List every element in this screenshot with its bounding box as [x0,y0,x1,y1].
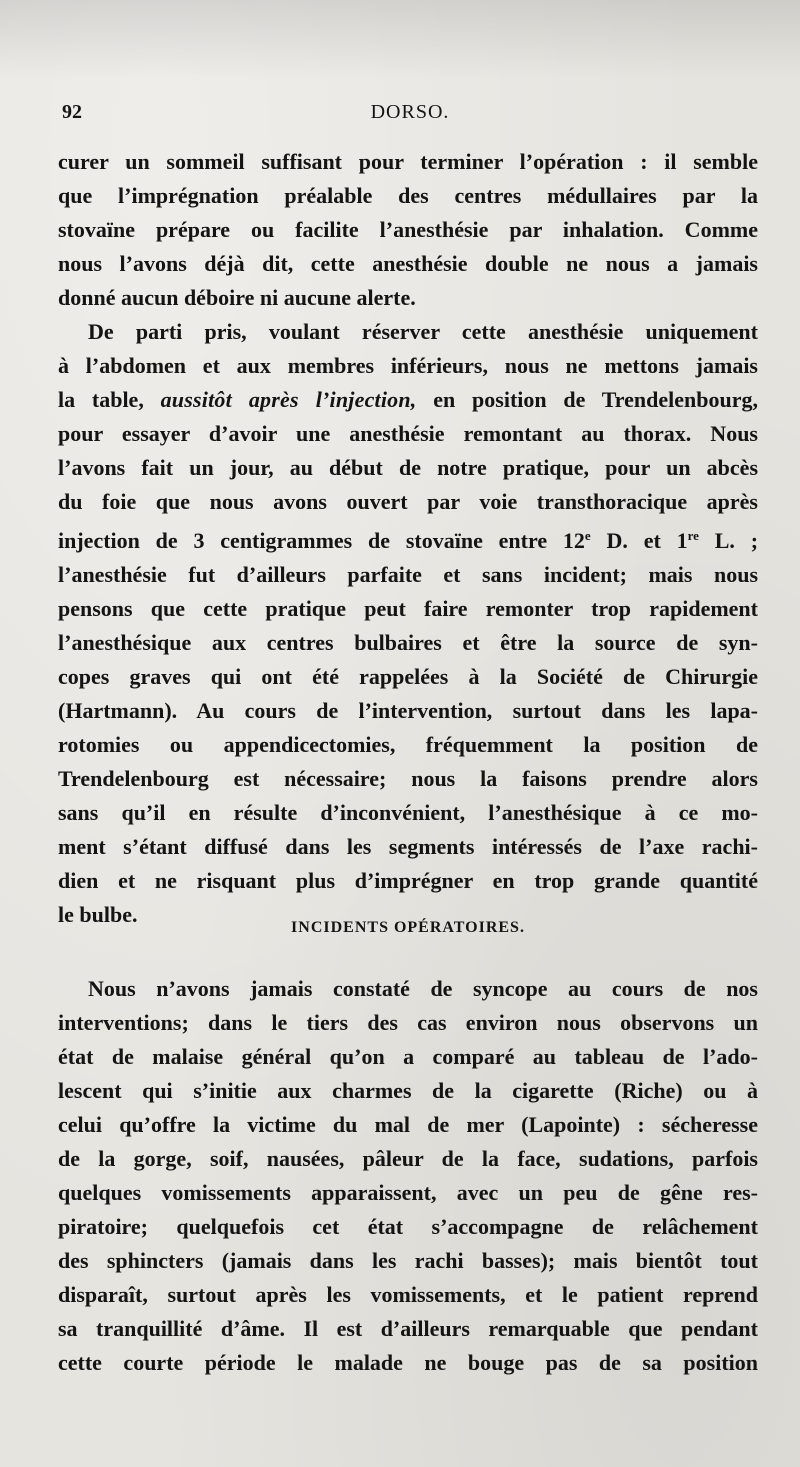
text-line: Nous n’avons jamais constaté de syncope au cours de nos [88,976,758,1001]
section-heading: INCIDENTS OPÉRATOIRES. [291,919,525,936]
text-line: lescent qui s’initie aux charmes de la cigarette (Riche) ou à [58,1078,758,1103]
text-segment: la table, [58,387,144,412]
text-line: l’avons fait un jour, au début de notre pratique, pour un abcès [58,455,758,480]
text-line: sa tranquillité d’âme. Il est d’ailleurs remarquable que pendant [58,1316,758,1341]
text-line: disparaît, surtout après les vomissements, et le patient reprend [58,1282,758,1307]
paragraph-continuation [58,145,758,315]
text-line: sans qu’il en résulte d’inconvénient, l’anesthésique à ce mo- [58,800,758,825]
text-line: état de malaise général qu’on a comparé au tableau de l’ado- [58,1044,758,1069]
superscript: e [584,528,591,543]
text-segment: injection de 3 centigrammes de stovaïne entre 12 [58,528,585,553]
text-line-with-superscripts [58,519,758,558]
paragraph-2 [58,315,758,932]
text-line: stovaïne prépare ou facilite l’anesthésie par inhalation. Comme [58,217,758,242]
text-line: l’anesthésique aux centres bulbaires et être la source de syn- [58,630,758,655]
text-line: ment s’étant diffusé dans les segments intéressés de l’axe rachi- [58,834,758,859]
italic-emphasis: aussitôt après l’injection, [160,387,417,412]
text-line: le bulbe. [58,902,138,927]
paragraph-incidents [58,972,758,1380]
text-line: cette courte période le malade ne bouge pas de sa position [58,1350,758,1375]
text-line: De parti pris, voulant réserver cette anesthésie uniquement [88,319,758,344]
text-line: interventions; dans le tiers des cas environ nous observons un [58,1010,758,1035]
text-line: pensons que cette pratique peut faire remonter trop rapidement [58,596,758,621]
text-line: du foie que nous avons ouvert par voie transthoracique après [58,489,758,514]
paragraph-3 [58,972,758,1380]
page-number: 92 [62,101,82,123]
text-line: de la gorge, soif, nausées, pâleur de la face, sudations, parfois [58,1146,758,1171]
text-line: (Hartmann). Au cours de l’intervention, surtout dans les lapa- [58,698,758,723]
text-line: celui qu’offre la victime du mal de mer (Lapointe) : sécheresse [58,1112,758,1137]
running-title: DORSO. [370,101,450,123]
paragraph-trendelenbourg [58,315,758,932]
text-line: dien et ne risquant plus d’imprégner en trop grande quantité [58,868,758,893]
text-line: Trendelenbourg est nécessaire; nous la faisons prendre alors [58,766,758,791]
text-segment: en position de Trendelenbourg, [433,387,758,412]
paragraph-1 [58,145,758,315]
text-line: quelques vomissements apparaissent, avec un peu de gêne res- [58,1180,758,1205]
text-segment: D. et 1 [606,528,688,553]
text-line: que l’imprégnation préalable des centres médullaires par la [58,183,758,208]
text-line: pour essayer d’avoir une anesthésie remontant au thorax. Nous [58,421,758,446]
text-line: nous l’avons déjà dit, cette anesthésie double ne nous a jamais [58,251,758,276]
text-segment: L. ; [714,528,759,553]
text-line: à l’abdomen et aux membres inférieurs, nous ne mettons jamais [58,353,758,378]
running-head [62,101,758,131]
text-line: piratoire; quelquefois cet état s’accompagne de relâchement [58,1214,758,1239]
text-line: des sphincters (jamais dans les rachi basses); mais bientôt tout [58,1248,758,1273]
superscript: re [687,528,699,543]
text-line: copes graves qui ont été rappelées à la Société de Chirurgie [58,664,758,689]
text-line: rotomies ou appendicectomies, fréquemment la position de [58,732,758,757]
text-line: curer un sommeil suffisant pour terminer l’opération : il semble [58,149,758,174]
text-line: donné aucun déboire ni aucune alerte. [58,285,416,310]
text-line-with-emphasis [58,383,758,417]
text-line: l’anesthésie fut d’ailleurs parfaite et sans incident; mais nous [58,562,758,587]
